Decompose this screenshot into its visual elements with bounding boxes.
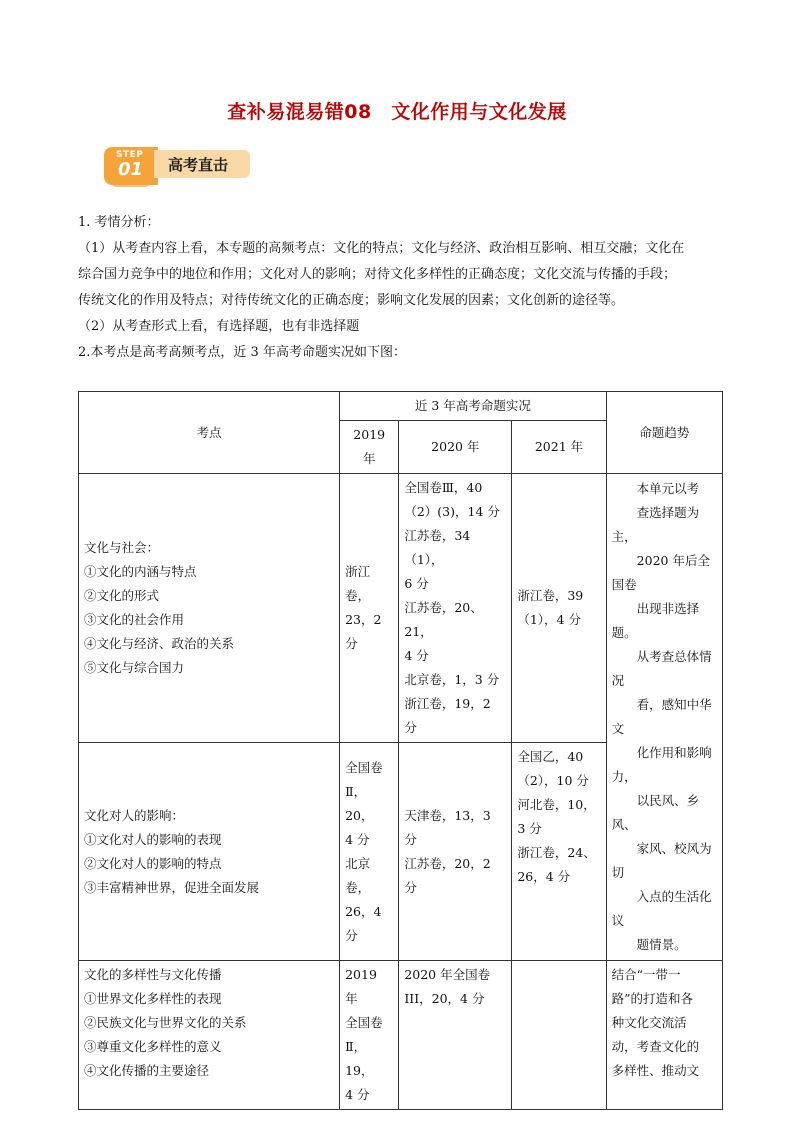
- cell-line: （2）(3)，14 分: [404, 504, 500, 519]
- cell-line: 出现非选择题。: [611, 601, 700, 640]
- cell-line: 2020 年后全国卷: [611, 553, 710, 592]
- cell-line: Ⅱ，19，: [345, 1039, 374, 1078]
- year-2019-cell: [340, 743, 399, 961]
- cell-line: 种文化交流活: [611, 1015, 687, 1030]
- cell-line: III，20，4 分: [404, 991, 485, 1006]
- exam-table: [78, 391, 723, 1110]
- step-word: STEP: [116, 150, 144, 160]
- header-year-2019: 2019 年: [340, 421, 399, 474]
- cell-line: ②文化对人的影响的特点: [84, 855, 222, 871]
- year-2019-cell: [340, 961, 399, 1110]
- header-kaodian: 考点: [79, 392, 340, 474]
- cell-line: （1），4 分: [517, 612, 581, 627]
- year-2020-cell: [399, 474, 512, 743]
- cell-line: ①文化的内涵与特点: [84, 564, 197, 579]
- cell-line: 从考查总体情况: [611, 649, 712, 688]
- cell-line: 北京卷，: [345, 855, 371, 895]
- topic-cell: [79, 743, 340, 961]
- intro-line: （1）从考查内容上看，本专题的高频考点：文化的特点；文化与经济、政治相互影响、相互交融；文化在: [78, 241, 685, 256]
- exam-analysis: [78, 210, 728, 366]
- table-row: [79, 474, 723, 743]
- year-2021-cell: [512, 474, 606, 743]
- year-2021-cell: [512, 743, 606, 961]
- year-2020-cell: [399, 743, 512, 961]
- cell-line: 浙江卷，: [345, 564, 371, 603]
- header-shikuang: 近 3 年高考命题实况: [340, 392, 607, 421]
- year-2019-cell: [340, 474, 399, 743]
- cell-line: 全国卷Ⅲ，40: [404, 480, 483, 495]
- cell-line: 文化的多样性与文化传播: [84, 967, 222, 982]
- topic-cell: [79, 474, 340, 743]
- cell-line: 文化对人的影响：: [84, 807, 185, 823]
- cell-line: （2），10 分: [517, 773, 589, 788]
- cell-line: ③丰富精神世界，促进全面发展: [84, 879, 260, 895]
- step-badge: [104, 147, 250, 185]
- cell-line: 26，4 分: [345, 903, 382, 943]
- cell-line: ②文化的形式: [84, 588, 160, 603]
- cell-line: 河北卷，10，: [517, 797, 596, 812]
- page-title: 查补易混易错08 文化作用与文化发展: [227, 101, 567, 123]
- cell-line: 6 分: [404, 576, 429, 591]
- cell-line: 全国卷: [345, 1015, 383, 1030]
- cell-line: 结合“一带一: [611, 967, 681, 982]
- intro-line: （2）从考查形式上看，有选择题，也有非选择题: [78, 319, 360, 334]
- cell-line: ⑤文化与综合国力: [84, 660, 185, 675]
- cell-line: 2019 年: [345, 967, 377, 1006]
- cell-line: ③文化的社会作用: [84, 612, 185, 627]
- cell-line: 23，2 分: [345, 612, 382, 651]
- trend-cell: [606, 961, 722, 1110]
- step-number: 01: [118, 159, 144, 180]
- cell-line: 天津卷，13，3 分: [404, 807, 491, 847]
- cell-line: ①文化对人的影响的表现: [84, 831, 222, 847]
- year-2020-cell: [399, 961, 512, 1110]
- cell-line: ②民族文化与世界文化的关系: [84, 1015, 247, 1030]
- cell-line: ①世界文化多样性的表现: [84, 991, 222, 1006]
- cell-line: ④文化传播的主要途径: [84, 1063, 210, 1078]
- header-trend: 命题趋势: [606, 392, 722, 474]
- cell-line: ④文化与经济、政治的关系: [84, 636, 235, 651]
- cell-line: 入点的生活化议: [611, 889, 712, 928]
- step-label: 高考直击: [168, 156, 229, 174]
- intro-line: 2.本考点是高考高频考点，近 3 年高考命题实况如下图：: [78, 345, 406, 360]
- table-row: [79, 961, 723, 1110]
- cell-line: 2020 年全国卷: [404, 967, 491, 982]
- header-year-2020: 2020 年: [399, 421, 512, 474]
- cell-line: 浙江卷，39: [517, 588, 584, 603]
- cell-line: 北京卷，1，3 分: [404, 672, 500, 687]
- topic-cell: [79, 961, 340, 1110]
- year-2021-cell: [512, 961, 606, 1110]
- cell-line: ③尊重文化多样性的意义: [84, 1039, 222, 1054]
- cell-line: 全国乙，40: [517, 749, 584, 764]
- cell-line: 化作用和影响力，: [611, 745, 712, 784]
- cell-line: 多样性、推动文: [611, 1063, 700, 1078]
- intro-line: 传统文化的作用及特点；对待传统文化的正确态度；影响文化发展的因素；文化创新的途径等。: [78, 293, 625, 308]
- cell-line: 26，4 分: [517, 869, 571, 884]
- header-year-2021: 2021 年: [512, 421, 606, 474]
- cell-line: 家风、校风为切: [611, 841, 712, 880]
- cell-line: 本单元以考: [636, 481, 700, 496]
- cell-line: 江苏卷，34（1），: [404, 528, 471, 567]
- cell-line: 以民风、乡风、: [611, 793, 700, 832]
- cell-line: 动，考查文化的: [611, 1039, 700, 1054]
- cell-line: 江苏卷，20、21，: [404, 600, 483, 639]
- intro-line: 综合国力竞争中的地位和作用；文化对人的影响；对待文化多样性的正确态度；文化交流与传播的手段；: [78, 267, 677, 282]
- table-header-row: [79, 392, 723, 421]
- cell-line: 看，感知中华文: [611, 697, 712, 736]
- cell-line: 4 分: [345, 831, 370, 847]
- cell-line: 浙江卷，19，2 分: [404, 696, 491, 735]
- cell-line: 题情景。: [636, 937, 687, 952]
- cell-line: 路”的打造和各: [611, 991, 694, 1006]
- cell-line: 4 分: [404, 648, 429, 663]
- cell-line: 江苏卷，20，2 分: [404, 855, 491, 895]
- cell-line: 4 分: [345, 1087, 370, 1102]
- cell-line: 文化与社会：: [84, 540, 160, 555]
- cell-line: 全国卷: [345, 759, 383, 775]
- intro-line: 1. 考情分析：: [78, 215, 160, 230]
- cell-line: Ⅱ，20，: [345, 783, 374, 823]
- trend-cell: [606, 474, 722, 961]
- cell-line: 浙江卷，24、: [517, 845, 596, 860]
- cell-line: 查选择题为主，: [611, 505, 700, 544]
- cell-line: 3 分: [517, 821, 542, 836]
